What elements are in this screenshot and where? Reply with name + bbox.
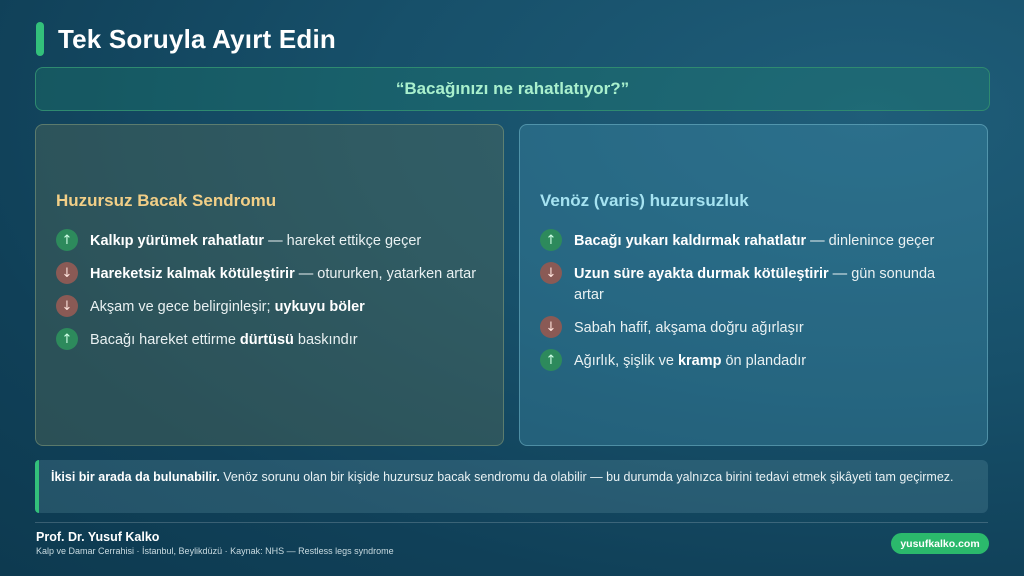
item-text: Bacağı hareket ettirme dürtüsü baskındır — [90, 332, 358, 348]
up-arrow-icon: ↑ — [56, 229, 78, 251]
item-text: Hareketsiz kalmak kötüleştirir — otururken, yatarken artar — [90, 266, 477, 282]
note-text: İkisi bir arada da bulunabilir. Venöz sorunu olan bir kişide huzursuz bacak sendromu da olabilir — bu durumda yalnızca birini tedavi etmek şikâyeti tam geçirmez. — [51, 470, 954, 484]
list-item — [540, 318, 967, 339]
up-arrow-icon: ↑ — [540, 349, 562, 371]
down-arrow-icon: ↓ — [540, 316, 562, 338]
item-text: Ağırlık, şişlik ve kramp ön plandadır — [574, 353, 807, 369]
info-note — [35, 460, 988, 513]
website-link[interactable]: yusufkalko.com — [891, 533, 989, 554]
page-title: Tek Soruyla Ayırt Edin — [58, 24, 336, 54]
panel-title: Huzursuz Bacak Sendromu — [56, 191, 277, 210]
panel-restless-legs — [35, 124, 504, 446]
list-item — [56, 330, 483, 351]
list-item — [540, 231, 967, 252]
footer-divider — [35, 522, 988, 523]
down-arrow-icon: ↓ — [56, 295, 78, 317]
panel-venous — [519, 124, 988, 446]
list-item — [56, 297, 483, 318]
author-name: Prof. Dr. Yusuf Kalko — [36, 530, 160, 544]
list-item — [56, 264, 483, 285]
up-arrow-icon: ↑ — [540, 229, 562, 251]
title-accent-bar — [36, 22, 44, 56]
item-text: Kalkıp yürümek rahatlatır — hareket ettikçe geçer — [90, 233, 422, 249]
list-item — [540, 351, 967, 372]
item-text: Uzun süre ayakta durmak kötüleştirir — gün sonunda artar — [574, 266, 936, 303]
author-subline: Kalp ve Damar Cerrahisi · İstanbul, Beylikdüzü · Kaynak: NHS — Restless legs syndrome — [36, 546, 394, 556]
question-banner — [35, 67, 990, 111]
down-arrow-icon: ↓ — [56, 262, 78, 284]
up-arrow-icon: ↑ — [56, 328, 78, 350]
panel-title: Venöz (varis) huzursuzluk — [540, 191, 749, 210]
list-item — [540, 264, 967, 306]
item-text: Bacağı yukarı kaldırmak rahatlatır — dinlenince geçer — [574, 233, 935, 249]
down-arrow-icon: ↓ — [540, 262, 562, 284]
item-text: Sabah hafif, akşama doğru ağırlaşır — [574, 320, 804, 336]
list-item — [56, 231, 483, 252]
question-text: “Bacağınızı ne rahatlatıyor?” — [395, 79, 630, 98]
note-accent-bar — [35, 460, 39, 513]
item-text: Akşam ve gece belirginleşir; uykuyu böler — [90, 299, 365, 315]
